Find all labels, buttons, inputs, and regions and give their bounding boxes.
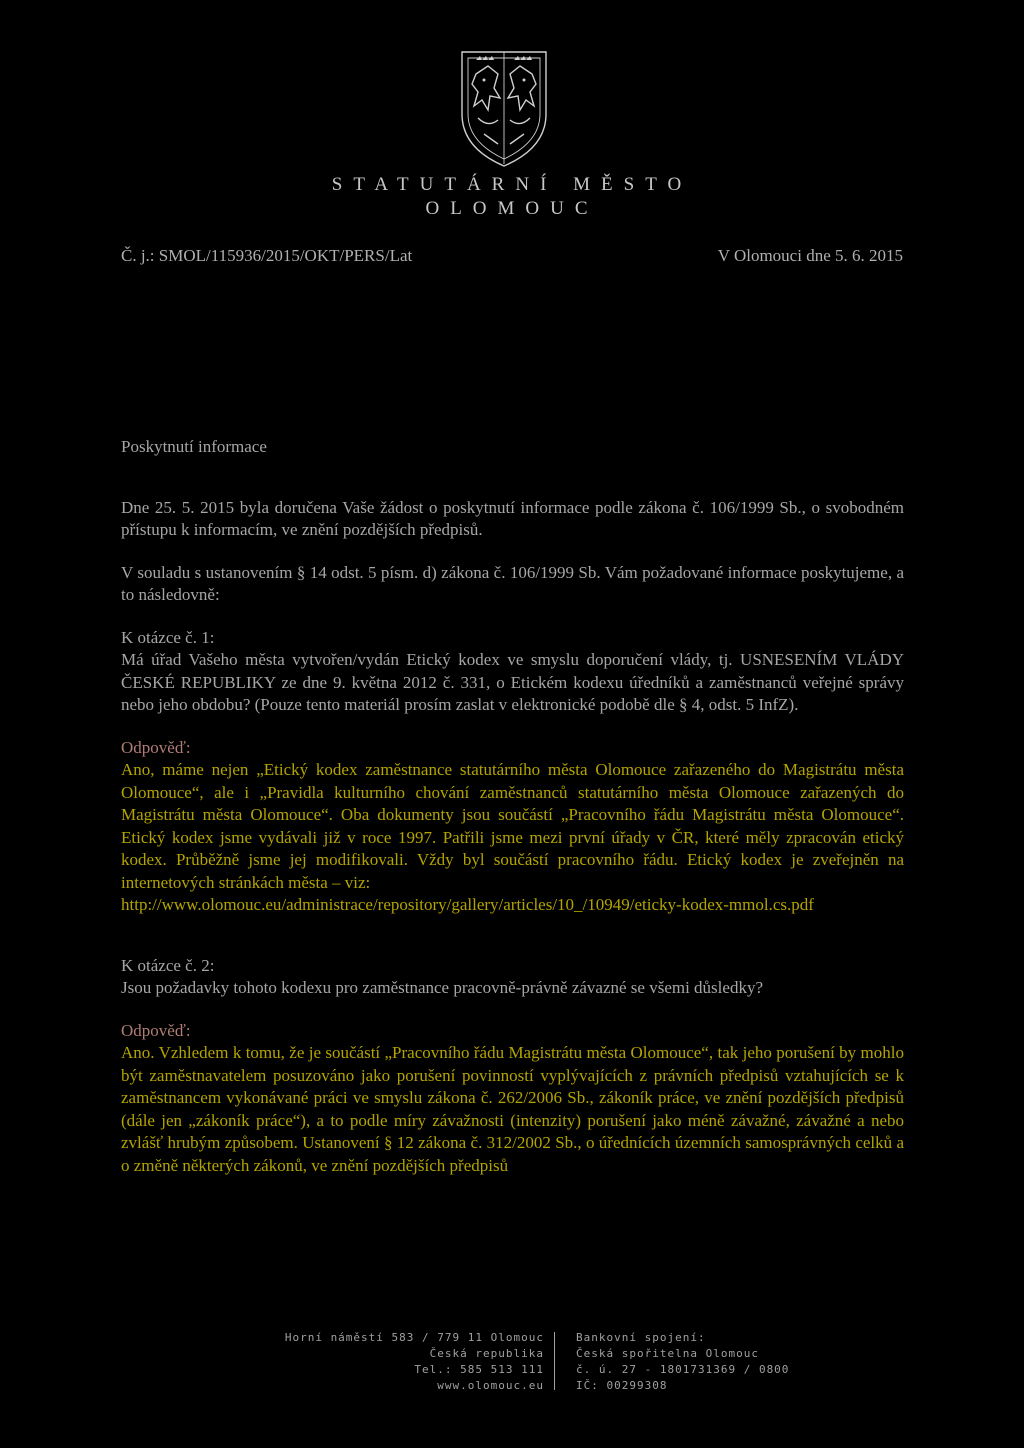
footer-country: Česká republika — [429, 1347, 544, 1360]
letter-footer — [0, 1330, 1024, 1394]
footer-divider — [554, 1332, 555, 1390]
reference-number: Č. j.: SMOL/115936/2015/OKT/PERS/Lat — [121, 246, 413, 265]
footer-address: Horní náměstí 583 / 779 11 Olomouc — [284, 1331, 544, 1344]
footer-account: č. ú. 27 - 1801731369 / 0800 — [576, 1363, 790, 1376]
question-2-text: Jsou požadavky tohoto kodexu pro zaměstnance pracovně-právně závazné se všemi důsledky? — [121, 978, 763, 997]
question-1-label: K otázce č. 1: — [121, 627, 215, 647]
olomouc-coat-of-arms-icon — [454, 44, 554, 172]
letter-body — [121, 436, 904, 1177]
answer-1-link[interactable]: http://www.olomouc.eu/administrace/repository/gallery/articles/10_/10949/eticky-kodex-mmol.cs.pdf — [121, 895, 814, 914]
footer-bank-name: Česká spořitelna Olomouc — [576, 1347, 759, 1360]
statement-paragraph: V souladu s ustanovením § 14 odst. 5 písm. d) zákona č. 106/1999 Sb. Vám požadované informace poskytujeme, a to následovně: — [121, 562, 904, 604]
footer-phone: Tel.: 585 513 111 — [414, 1363, 544, 1376]
question-1-text: Má úřad Vašeho města vytvořen/vydán Etický kodex ve smyslu doporučení vlády, tj. USNESENÍM VLÁDY ČESKÉ REPUBLIKY ze dne 9. května 2012 č. 331, o Etickém kodexu úředníků a zaměstnanců veřejné správy nebo jeho obdobu? (Pouze tento materiál prosím zaslat v elektronické podobě dle § 4, odst. 5 InfZ). — [121, 650, 904, 714]
question-2-label: K otázce č. 2: — [121, 955, 215, 975]
letter-subject: Poskytnutí informace — [121, 437, 267, 456]
answer-1-text: Ano, máme nejen „Etický kodex zaměstnance statutárního města Olomouce zařazeného do Magistrátu města Olomouce“, ale i „Pravidla kulturního chování zaměstnanců statutárního města Olomouce zařazených do Magistrátu města Olomouce“. Oba dokumenty jsou součástí „Pracovního řádu Magistrátu města Olomouce“. Etický kodex jsme vydávali již v roce 1997. Patřili jsme mezi první úřady v ČR, které měly zpracován etický kodex. Průběžně jsme jej modifikovali. Vždy byl součástí pracovního řádu. Etický kodex je zveřejněn na internetových stránkách města – viz: — [121, 760, 904, 892]
answer-2-label: Odpověď: — [121, 1020, 191, 1040]
city-title-line1: STATUTÁRNÍ MĚSTO — [331, 174, 693, 195]
intro-paragraph: Dne 25. 5. 2015 byla doručena Vaše žádost o poskytnutí informace podle zákona č. 106/1999 Sb., o svobodném přístupu k informacím, ve znění pozdějších předpisů. — [121, 497, 904, 539]
city-title-line2: OLOMOUC — [425, 198, 599, 219]
footer-bank-label: Bankovní spojení: — [576, 1331, 706, 1344]
answer-2-text: Ano. Vzhledem k tomu, že je součástí „Pracovního řádu Magistrátu města Olomouce“, tak jeho porušení by mohlo být zaměstnavatelem posuzováno jako porušení povinností vyplývajících z právních předpisů vztahujících se k zaměstnancem vykonávané práci ve smyslu zákona č. 262/2006 Sb., zákoník práce, ve znění pozdějších předpisů (dále jen „zákoník práce“), a to podle míry závažnosti (intenzity) porušení jako méně závažné, závažné a nebo zvlášť hrubým způsobem. Ustanovení § 12 zákona č. 312/2002 Sb., o úřednících územních samosprávných celků a o změně některých zákonů, ve znění pozdějších předpisů — [121, 1043, 904, 1175]
footer-bank — [576, 1330, 789, 1394]
footer-contact — [285, 1330, 544, 1394]
letter-date: V Olomouci dne 5. 6. 2015 — [717, 246, 903, 265]
answer-1-label: Odpověď: — [121, 737, 191, 757]
footer-ic: IČ: 00299308 — [576, 1379, 668, 1392]
footer-web[interactable]: www.olomouc.eu — [437, 1379, 544, 1392]
